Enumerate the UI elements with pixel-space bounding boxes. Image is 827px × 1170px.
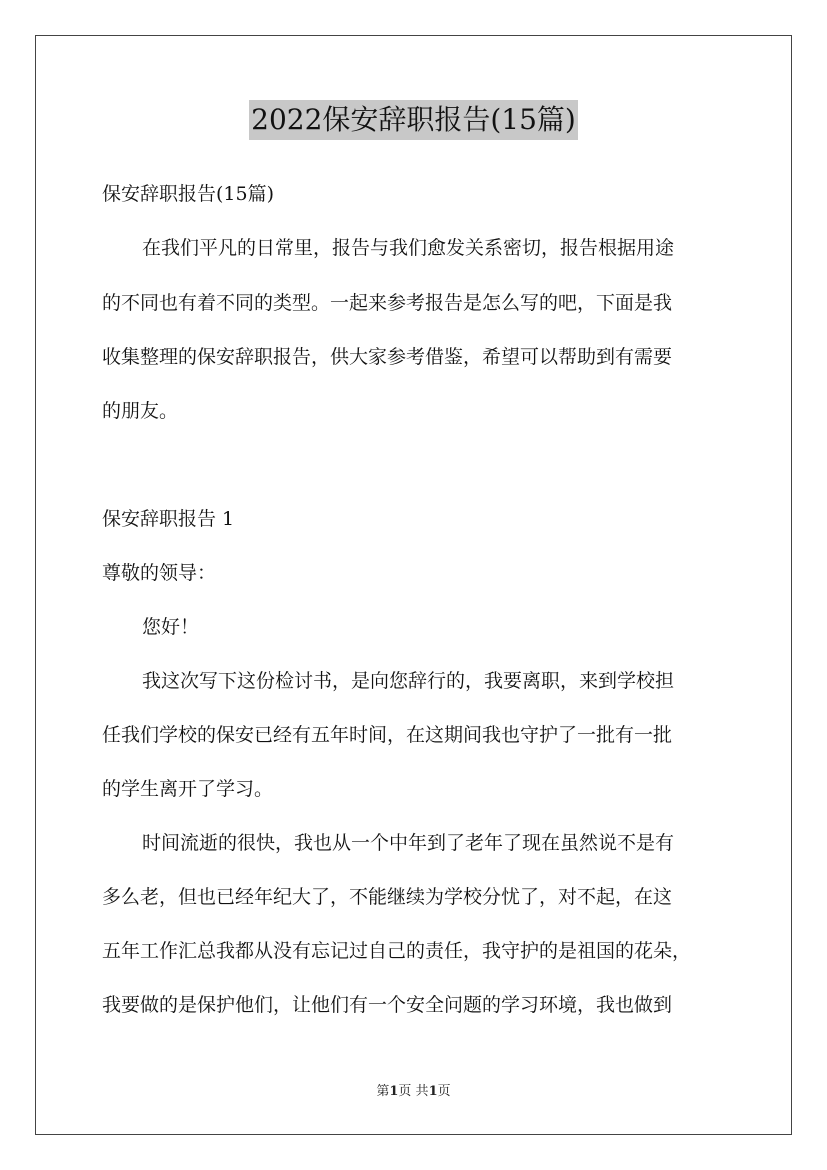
salutation: 尊敬的领导： [102,562,217,584]
footer-mid: 页 共 [398,1084,429,1099]
paragraph-1-line-3: 的学生离开了学习。 [102,778,274,800]
paragraph-2-line-1: 时间流逝的很快，我也从一个中年到了老年了现在虽然说不是有 [142,832,675,854]
page-footer [0,1083,827,1101]
paragraph-2-line-3: 五年工作汇总我都从没有忘记过自己的责任，我守护的是祖国的花朵， [102,940,692,962]
intro-line-4: 的朋友。 [102,400,179,422]
footer-suffix: 页 [437,1084,451,1099]
paragraph-2-line-4: 我要做的是保护他们，让他们有一个安全问题的学习环境，我也做到 [102,994,673,1016]
paragraph-1-line-2: 任我们学校的保安已经有五年时间，在这期间我也守护了一批有一批 [102,724,673,746]
section-heading: 保安辞职报告 1 [102,508,235,530]
intro-line-2: 的不同也有着不同的类型。一起来参考报告是怎么写的吧，下面是我 [102,292,673,314]
document-subtitle: 保安辞职报告(15篇) [102,183,275,205]
paragraph-2-line-2: 多么老，但也已经年纪大了，不能继续为学校分忧了，对不起，在这 [102,886,673,908]
footer-page-total: 1 [428,1084,438,1099]
title-container [0,100,827,140]
greeting: 您好！ [142,616,200,638]
document-title: 2022保安辞职报告(15篇) [249,100,578,140]
paragraph-1-line-1: 我这次写下这份检讨书，是向您辞行的，我要离职，来到学校担 [142,670,675,692]
footer-prefix: 第 [376,1084,390,1099]
intro-line-3: 收集整理的保安辞职报告，供大家参考借鉴，希望可以帮助到有需要 [102,346,673,368]
intro-line-1: 在我们平凡的日常里，报告与我们愈发关系密切，报告根据用途 [142,237,675,259]
footer-page-current: 1 [389,1084,399,1099]
